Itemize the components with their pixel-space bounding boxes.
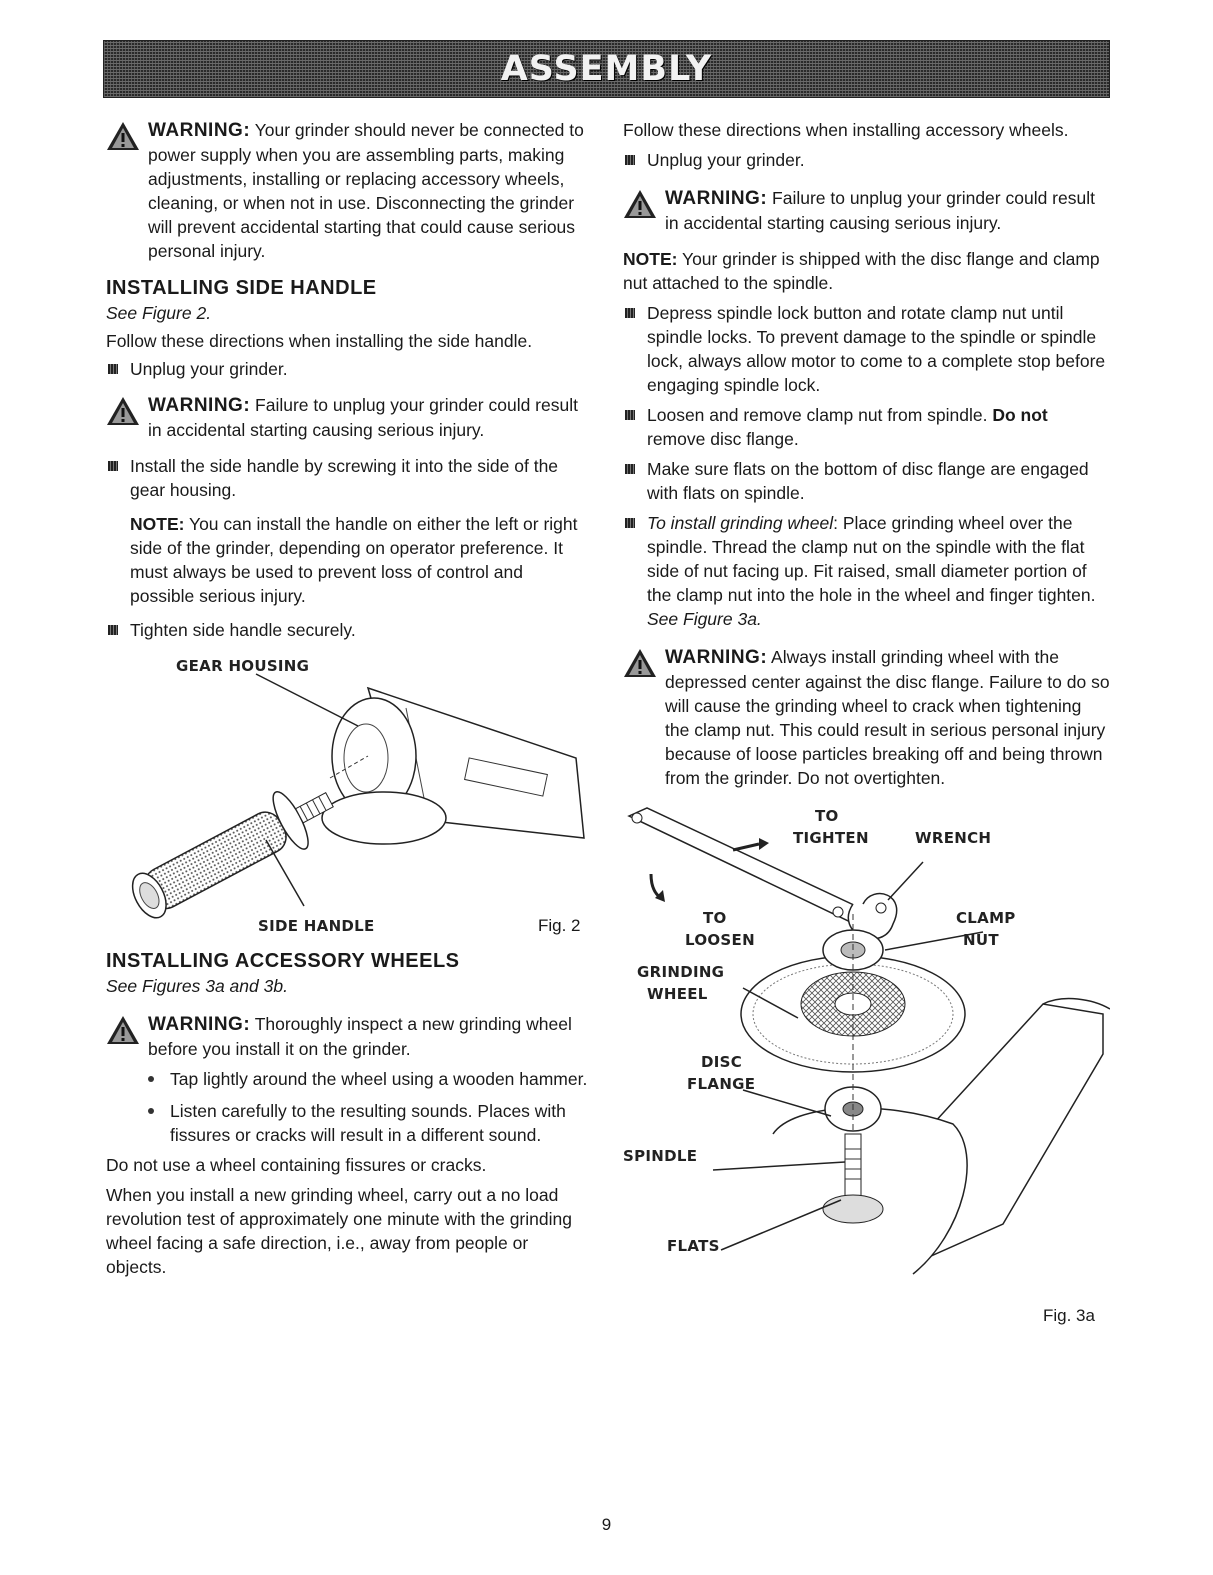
label-side-handle: SIDE HANDLE	[258, 917, 375, 935]
step-text: Make sure flats on the bottom of disc flange are engaged with flats on spindle.	[647, 459, 1089, 503]
step-unplug	[623, 148, 1110, 172]
step-text-italic: To install grinding wheel	[647, 513, 834, 533]
step-text-part: : Place grinding wheel over the spindle. Thread the clamp nut on the spindle with the flat side of nut facing up. Fit raised, small diameter portion of the clamp nut into the hole in the wheel and finger tighten.	[647, 513, 1096, 605]
label-to-loosen-line2: LOOSEN	[685, 931, 755, 949]
step-text-emphasis: Do not	[992, 405, 1048, 425]
note-label: NOTE:	[623, 249, 678, 269]
figure-number: Fig. 3a	[1043, 1306, 1095, 1325]
warning-inspect-wheel	[106, 1012, 590, 1061]
step-text-part: remove disc flange.	[647, 429, 799, 449]
step-text: Depress spindle lock button and rotate clamp nut until spindle locks. To prevent damage to the spindle or spindle lock, always allow motor to come to a complete stop before engaging spindle lock.	[647, 303, 1106, 395]
see-figure-reference: See Figure 2.	[106, 303, 212, 323]
label-to-tighten-line1: TO	[815, 807, 839, 825]
accessory-intro: Follow these directions when installing accessory wheels.	[623, 120, 1069, 140]
note-handle-side	[106, 512, 590, 608]
label-to-tighten-line2: TIGHTEN	[793, 829, 869, 847]
see-figure-reference: See Figures 3a and 3b.	[106, 976, 288, 996]
round-bullet-icon	[148, 1076, 154, 1082]
label-grinding-wheel-line1: GRINDING	[637, 963, 725, 981]
warning-text: Thoroughly inspect a new grinding wheel before you install it on the grinder.	[148, 1014, 572, 1059]
step-engage-flats	[623, 457, 1110, 505]
label-disc-flange-line2: FLANGE	[687, 1075, 756, 1093]
step-unplug	[106, 357, 590, 381]
warning-label: WARNING:	[665, 188, 768, 209]
step-text: Listen carefully to the resulting sounds. Places with fissures or cracks will result in a different sound.	[170, 1101, 566, 1145]
warning-label: WARNING:	[148, 395, 251, 416]
square-bullet-icon	[108, 625, 118, 635]
warning-triangle-icon	[106, 1015, 140, 1045]
label-spindle: SPINDLE	[623, 1147, 698, 1165]
step-text: Tap lightly around the wheel using a wooden hammer.	[170, 1069, 588, 1089]
grinder-side-handle-illustration	[106, 648, 590, 936]
label-flats: FLATS	[667, 1237, 720, 1255]
label-wrench: WRENCH	[915, 829, 992, 847]
label-grinding-wheel-line2: WHEEL	[647, 985, 708, 1003]
warning-depressed-center	[623, 645, 1110, 790]
label-clamp-nut-line1: CLAMP	[956, 909, 1016, 927]
step-install-handle	[106, 454, 590, 502]
heading-installing-accessory-wheels: INSTALLING ACCESSORY WHEELS	[106, 950, 460, 972]
warning-text: Your grinder should never be connected to power supply when you are assembling parts, making adjustments, installing or replacing accessory wheels, cleaning, or when not in use. Disconnecting the grinder will prevent accidental starting that could cause serious personal injury.	[148, 120, 584, 261]
warning-triangle-icon	[106, 396, 140, 426]
right-column	[623, 118, 1110, 1334]
step-text-part: Loosen and remove clamp nut from spindle.	[647, 405, 993, 425]
heading-installing-side-handle: INSTALLING SIDE HANDLE	[106, 277, 377, 299]
step-tighten-handle	[106, 618, 590, 642]
inspect-step-tap	[106, 1067, 590, 1091]
step-text	[647, 403, 1110, 451]
step-text: Unplug your grinder.	[130, 359, 288, 379]
label-gear-housing: GEAR HOUSING	[176, 657, 310, 675]
warning-triangle-icon	[623, 648, 657, 678]
note-text: You can install the handle on either the left or right side of the grinder, depending on operator preference. It must always be used to prevent loss of control and possible serious injury.	[130, 514, 578, 606]
note-text: Your grinder is shipped with the disc flange and clamp nut attached to the spindle.	[623, 249, 1100, 293]
warning-unplug	[106, 393, 590, 442]
side-handle-intro: Follow these directions when installing the side handle.	[106, 331, 533, 351]
square-bullet-icon	[108, 461, 118, 471]
paragraph-no-load-test: When you install a new grinding wheel, carry out a no load revolution test of approximately one minute with the grinding wheel facing a safe direction, i.e., away from people or objects.	[106, 1185, 572, 1277]
see-figure-reference: See Figure 3a.	[647, 609, 762, 629]
square-bullet-icon	[625, 410, 635, 420]
page-number: 9	[601, 1515, 612, 1534]
round-bullet-icon	[148, 1108, 154, 1114]
warning-label: WARNING:	[148, 1014, 251, 1035]
warning-triangle-icon	[106, 121, 140, 151]
section-banner	[103, 40, 1110, 98]
section-title: ASSEMBLY	[500, 49, 713, 89]
square-bullet-icon	[625, 308, 635, 318]
figure-3a-wheel-install	[623, 804, 1110, 1334]
square-bullet-icon	[625, 518, 635, 528]
label-disc-flange-line1: DISC	[701, 1053, 743, 1071]
square-bullet-icon	[625, 464, 635, 474]
step-install-wheel	[623, 511, 1110, 631]
left-column	[106, 118, 590, 1279]
step-text	[647, 511, 1110, 631]
warning-triangle-icon	[623, 189, 657, 219]
inspect-step-listen	[106, 1099, 590, 1147]
warning-label: WARNING:	[148, 120, 251, 141]
warning-text: Failure to unplug your grinder could result in accidental starting causing serious injury.	[148, 395, 578, 440]
note-shipped-flange	[623, 247, 1110, 295]
paragraph-no-cracked-wheel: Do not use a wheel containing fissures or cracks.	[106, 1155, 487, 1175]
step-text: Unplug your grinder.	[647, 150, 805, 170]
step-text: Install the side handle by screwing it into the side of the gear housing.	[130, 456, 559, 500]
label-clamp-nut-line2: NUT	[963, 931, 999, 949]
warning-label: WARNING:	[665, 647, 768, 668]
warning-power-supply	[106, 118, 590, 263]
label-to-loosen-line1: TO	[703, 909, 727, 927]
step-depress-lock	[623, 301, 1110, 397]
square-bullet-icon	[108, 364, 118, 374]
figure-2-side-handle	[106, 648, 590, 936]
figure-number: Fig. 2	[538, 916, 581, 935]
warning-text: Failure to unplug your grinder could result in accidental starting causing serious injury.	[665, 188, 1095, 233]
note-label: NOTE:	[130, 514, 185, 534]
step-remove-clamp-nut	[623, 403, 1110, 451]
warning-unplug	[623, 186, 1110, 235]
square-bullet-icon	[625, 155, 635, 165]
warning-text: Always install grinding wheel with the depressed center against the disc flange. Failure to do so will cause the grinding wheel to crack when tightening the clamp nut. This could result in serious personal injury because of loose particles breaking off and being thrown from the grinder. Do not overtighten.	[665, 647, 1110, 788]
step-text: Tighten side handle securely.	[130, 620, 356, 640]
